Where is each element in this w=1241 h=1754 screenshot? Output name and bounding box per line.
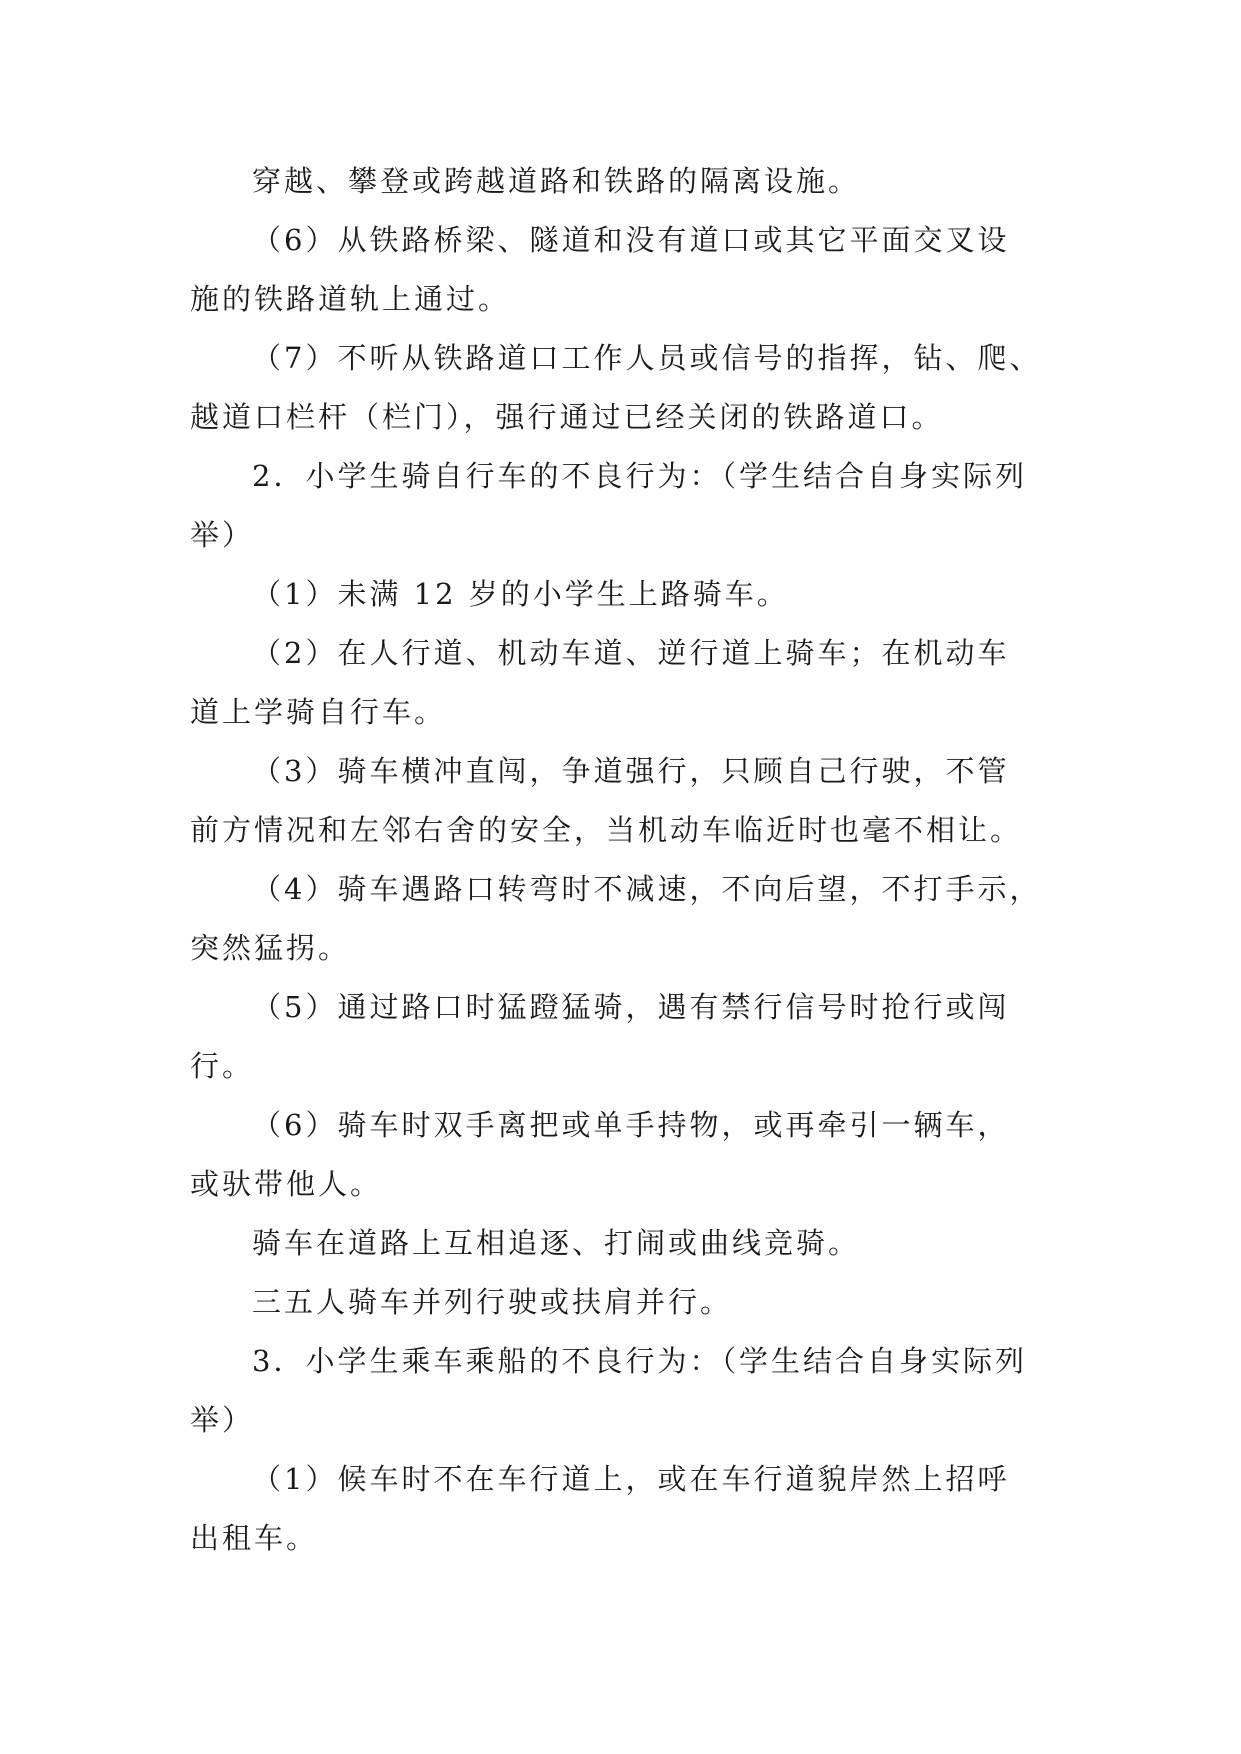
text-line: 2．小学生骑自行车的不良行为：（学生结合自身实际列: [252, 459, 1027, 493]
text-line: （5）通过路口时猛蹬猛骑，遇有禁行信号时抢行或闯: [252, 990, 1010, 1024]
text-line: 施的铁路道轨上通过。: [190, 282, 511, 316]
text-line: 3．小学生乘车乘船的不良行为：（学生结合自身实际列: [252, 1344, 1027, 1378]
text-line: （6）从铁路桥梁、隧道和没有道口或其它平面交叉设: [252, 223, 1010, 257]
text-line: （3）骑车横冲直闯，争道强行，只顾自己行驶，不管: [252, 754, 1010, 788]
text-line: 行。: [190, 1049, 255, 1083]
text-line: （2）在人行道、机动车道、逆行道上骑车；在机动车: [252, 636, 1010, 670]
text-line: 举）: [190, 1403, 255, 1437]
text-line: （7）不听从铁路道口工作人员或信号的指挥，钻、爬、: [252, 341, 1042, 375]
text-line: 穿越、攀登或跨越道路和铁路的隔离设施。: [252, 164, 861, 198]
text-line: 骑车在道路上互相追逐、打闹或曲线竞骑。: [252, 1226, 861, 1260]
text-line: （1）候车时不在车行道上，或在车行道貌岸然上招呼: [252, 1462, 1010, 1496]
text-line: 前方情况和左邻右舍的安全，当机动车临近时也毫不相让。: [190, 813, 1023, 847]
text-line: （4）骑车遇路口转弯时不减速，不向后望，不打手示，: [252, 872, 1042, 906]
text-line: 举）: [190, 518, 255, 552]
text-line: 越道口栏杆（栏门），强行通过已经关闭的铁路道口。: [190, 400, 944, 434]
text-line: 三五人骑车并列行驶或扶肩并行。: [252, 1285, 733, 1319]
text-line: 或驮带他人。: [190, 1167, 383, 1201]
text-line: （6）骑车时双手离把或单手持物，或再牵引一辆车，: [252, 1108, 1010, 1142]
text-line: 突然猛拐。: [190, 931, 351, 965]
text-line: （1）未满 12 岁的小学生上路骑车。: [252, 577, 789, 611]
body-text: [190, 152, 1070, 1568]
text-line: 出租车。: [190, 1521, 319, 1555]
text-line: 道上学骑自行车。: [190, 695, 447, 729]
